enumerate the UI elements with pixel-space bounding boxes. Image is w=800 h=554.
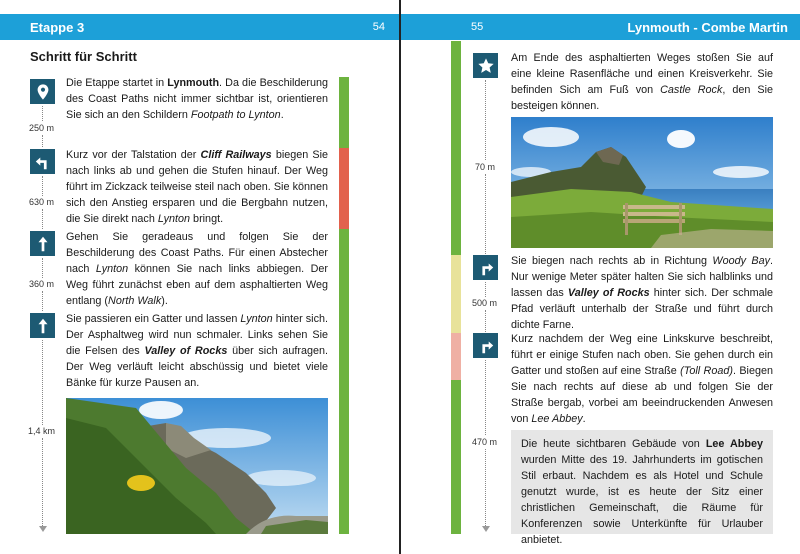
- text-run: Kurz vor der Talstation der: [66, 149, 201, 161]
- star-icon: [473, 53, 498, 78]
- text-run: .: [280, 109, 284, 121]
- difficulty-bar-segment: [339, 77, 349, 148]
- distance-label: 470 m: [472, 437, 498, 447]
- left-header: [0, 14, 399, 40]
- straight-arrow-icon: [30, 231, 55, 256]
- text-run: hinter sich. Der schmale Pfad verläuft unterhalb der Straße und führt durch dichte Farne.: [511, 287, 773, 331]
- difficulty-bar-segment: [451, 380, 461, 534]
- turn-left-icon: [30, 149, 55, 174]
- distance-line: [42, 258, 43, 278]
- text-run: North Walk: [108, 295, 162, 307]
- text-run: . Nur wenige Meter später halten Sie sich halblinks und lassen das: [511, 255, 773, 299]
- text-run: Die Etappe startet in: [66, 77, 168, 89]
- turn-right-icon: [473, 333, 498, 358]
- text-run: Sie passieren ein Gatter und lassen: [66, 313, 241, 325]
- distance-line: [485, 174, 486, 254]
- distance-label: 630 m: [29, 197, 55, 207]
- distance-line: [485, 282, 486, 297]
- text-run: (Toll Road): [680, 365, 733, 377]
- text-run: biegen Sie nach links ab und gehen die Stufen hinauf. Der Weg führt im Zickzack teilweise steil nach oben. Sie können sich den Anstieg ersparen und die Bergbahn nutzen, die Sie direkt nach: [66, 149, 328, 225]
- text-run: Lee Abbey: [705, 438, 763, 450]
- text-run: wurden Mitte des 19. Jahrhunderts im gotischen Stil erbaut. Nachdem es als Hotel und Schule genutzt wurde, ist es heute der Sitz einer christlichen Gemeinschaft, die Räume für Konferenzen sowie Unterkünfte für Urlauber anbietet.: [521, 454, 763, 546]
- text-run: Lynton: [240, 313, 273, 325]
- text-run: Gehen Sie geradeaus und folgen Sie der Beschilderung des Coast Paths. Für einen Abstecher nach: [66, 231, 328, 275]
- distance-label: 70 m: [475, 162, 496, 172]
- difficulty-bar-segment: [451, 255, 461, 333]
- right-page: [401, 0, 800, 554]
- arrow-down-icon: [482, 526, 490, 532]
- turn-right-icon: [473, 255, 498, 280]
- text-run: . Da die Beschilderung des Coast Paths nicht immer sichtbar ist, orientieren Sie sich an den Schildern: [66, 77, 329, 121]
- text-run: ).: [161, 295, 168, 307]
- distance-label: 1,4 km: [28, 426, 56, 436]
- text-run: .: [582, 413, 586, 425]
- distance-line: [42, 340, 43, 425]
- text-run: Lynmouth: [167, 77, 220, 89]
- distance-label: 250 m: [29, 123, 55, 133]
- step-text: [66, 229, 328, 309]
- step-text: [66, 75, 328, 123]
- arrow-down-icon: [39, 526, 47, 532]
- distance-line: [42, 438, 43, 526]
- text-run: bringt.: [190, 213, 224, 225]
- text-run: Lynton: [95, 263, 129, 275]
- map-pin-icon: [30, 79, 55, 104]
- coast-path-photo: [66, 398, 328, 534]
- info-box: [511, 430, 773, 546]
- text-run: Valley of Rocks: [567, 287, 650, 299]
- text-run: Footpath to Lynton: [190, 109, 281, 121]
- text-run: Sie biegen nach rechts ab in Richtung: [511, 255, 713, 267]
- distance-line: [485, 449, 486, 526]
- text-run: können Sie nach links abbiegen. Der Weg führt zunächst eben auf dem asphaltierten Weg entlang (: [66, 263, 328, 307]
- text-run: Woody Bay: [712, 255, 770, 267]
- text-run: hinter sich. Der Asphaltweg wird nun schmaler. Links sehen Sie die Felsen des: [66, 313, 328, 357]
- castle-rock-photo: [511, 117, 773, 248]
- step-text: [511, 50, 773, 114]
- left-page-number: 54: [372, 21, 385, 33]
- stage-title: Etappe 3: [30, 19, 85, 35]
- distance-label: 360 m: [29, 279, 55, 289]
- text-run: Lee Abbey: [531, 413, 583, 425]
- difficulty-bar-segment: [451, 41, 461, 255]
- step-text: [511, 253, 773, 333]
- text-run: Valley of Rocks: [144, 345, 228, 357]
- text-run: Am Ende des asphaltierten Weges stoßen Sie auf eine kleine Rasenfläche und einen Kreisverkehr. Sie befinden Sich am Fuß von: [511, 52, 773, 96]
- left-page: [0, 0, 399, 554]
- difficulty-bar-segment: [339, 229, 349, 534]
- distance-line: [485, 80, 486, 160]
- route-title: Lynmouth - Combe Martin: [627, 19, 788, 35]
- right-page-number: 55: [471, 21, 484, 33]
- step-text: [66, 147, 328, 227]
- distance-line: [42, 209, 43, 229]
- difficulty-bar-segment: [451, 333, 461, 380]
- text-run: Castle Rock: [660, 84, 723, 96]
- text-run: über sich aufragen. Der Weg verläuft leicht abschüssig und bietet viele Bänke für kurze Pausen an.: [66, 345, 328, 389]
- difficulty-bar-segment: [339, 148, 349, 229]
- text-run: Cliff Railways: [200, 149, 272, 161]
- step-text: [66, 311, 328, 391]
- distance-line: [42, 176, 43, 196]
- section-title: Schritt für Schritt: [30, 49, 137, 64]
- text-run: Lynton: [157, 213, 191, 225]
- text-run: Kurz nachdem der Weg eine Linkskurve beschreibt, führt er einige Stufen nach oben. Sie gehen durch ein Gatter und stoßen auf eine Straße: [511, 333, 773, 377]
- straight-arrow-icon: [30, 313, 55, 338]
- distance-line: [42, 106, 43, 121]
- distance-line: [485, 360, 486, 435]
- distance-line: [485, 310, 486, 332]
- text-run: , den Sie besteigen können.: [511, 84, 774, 112]
- step-text: [511, 331, 773, 427]
- text-run: Die heute sichtbaren Gebäude von: [521, 438, 706, 450]
- distance-label: 500 m: [472, 298, 498, 308]
- right-header: [401, 14, 800, 40]
- text-run: . Biegen Sie nach rechts auf diese ab und folgen Sie der Straße bergab, vorbei am beeindruckenden Anwesen von: [511, 365, 773, 425]
- distance-line: [42, 135, 43, 147]
- distance-line: [42, 291, 43, 311]
